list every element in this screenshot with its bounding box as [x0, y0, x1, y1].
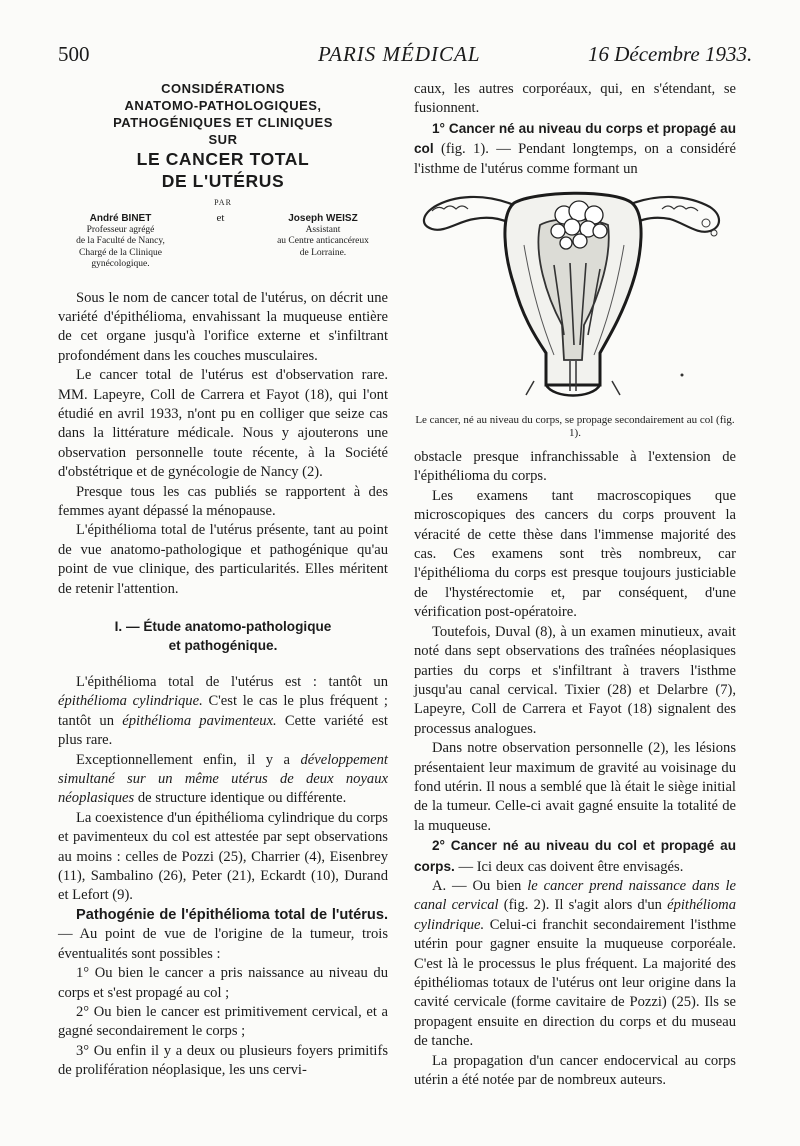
- paragraph: Sous le nom de cancer total de l'utérus, on décrit une variété d'épithélioma, envahissant la muqueuse entière de cet organe jusqu'à l'orifice externe et s'infiltrant profondément dans les couches musculaires.: [58, 289, 388, 364]
- emphasis: développement simultané sur un même utérus de deux noyaux néoplasiques: [58, 751, 388, 807]
- paragraph: Le cancer total de l'utérus est d'observation rare. MM. Lapeyre, Coll de Carrera et Fayot (18), qui l'ont étudié en avril 1933, n'ont pu en colliger que seize cas dans la littérature médicale. Nous y ajouterons une observation personnelle toute récente, à la Société d'obstétrique et de gynécologie de Nancy (2).: [58, 367, 388, 481]
- right-column: [414, 80, 736, 1090]
- text: (fig. 1). — Pendant longtemps, on a considéré l'isthme de l'utérus comme formant un: [414, 141, 736, 177]
- authors: [58, 213, 388, 271]
- paragraph: L'épithélioma total de l'utérus présente, tant au point de vue anatomo-pathologique et pathogénique qu'au point de vue clinique, des particularités. Elles méritent de retenir l'attention.: [58, 522, 388, 597]
- emphasis: épithélioma cylindrique.: [58, 693, 203, 710]
- paragraph: 2° Ou bien le cancer est primitivement cervical, et a gagné secondairement le corps ;: [58, 1003, 388, 1040]
- section-heading: [58, 617, 388, 655]
- emphasis: épithélioma pavimenteux.: [122, 712, 277, 729]
- emphasis: épithélioma cylindrique.: [414, 897, 736, 933]
- title-line: DE L'UTÉRUS: [161, 171, 285, 191]
- left-column: [58, 80, 388, 1081]
- author-affiliation: de Lorraine.: [299, 247, 347, 258]
- paragraph: obstacle presque infranchissable à l'extension de l'épithélioma du corps.: [414, 449, 736, 485]
- author-name: André BINET: [89, 213, 152, 224]
- paragraph: 1° Ou bien le cancer a pris naissance au niveau du corps et s'est propagé au col ;: [58, 965, 388, 1001]
- journal-title: PARIS MÉDICAL: [318, 42, 481, 66]
- issue-date: 16 Décembre 1933.: [588, 42, 753, 66]
- author-affiliation: Professeur agrégé: [86, 224, 155, 235]
- text: — Au point de vue de l'origine de la tumeur, trois éventualités sont possibles :: [58, 926, 388, 962]
- section-heading-line: et pathogénique.: [168, 638, 278, 653]
- emphasis: le cancer prend naissance dans le canal cervical: [414, 877, 736, 914]
- paragraph: Presque tous les cas publiés se rapportent à des femmes ayant dépassé la ménopause.: [58, 483, 388, 519]
- text: (fig. 2). Il s'agit alors d'un: [498, 897, 668, 914]
- page-number: 500: [58, 42, 90, 66]
- paragraph: [414, 119, 736, 179]
- paragraph: [414, 877, 736, 1052]
- text: C'est le cas le plus fréquent ; tantôt un: [58, 693, 388, 729]
- author-affiliation: Assistant: [305, 224, 341, 235]
- author-name: Joseph WEISZ: [288, 213, 358, 224]
- paragraph: [58, 673, 388, 751]
- title-line: SUR: [208, 132, 238, 147]
- subheading: 1° Cancer né au niveau du corps et propagé au col: [414, 120, 736, 157]
- text: — Ici deux cas doivent être envisagés.: [454, 858, 684, 875]
- paragraph: caux, les autres corporéaux, qui, en s'étendant, se fusionnent.: [414, 81, 736, 117]
- author-affiliation: gynécologique.: [91, 259, 150, 269]
- title-line: PATHOGÉNIQUES ET CLINIQUES: [113, 115, 333, 130]
- text: de structure identique ou différente.: [134, 790, 347, 807]
- text: Celui-ci franchit secondairement l'isthme utérin pour gagner ensuite la muqueuse corporéale. C'est là le processus le plus fréquent. La majorité des épithéliomas totaux de l'utérus ont leur origine dans la cavité cervicale (forme cavitaire de Pozzi) (25). Ils se propagent ensuite en direction du corps et du museau de tanche.: [414, 916, 736, 1050]
- author-2: [258, 213, 388, 259]
- author-affiliation: Chargé de la Clinique: [79, 247, 162, 258]
- paragraph: La propagation d'un cancer endocervical au corps utérin a été notée par de nombreux auteurs.: [414, 1052, 736, 1089]
- paragraph: [414, 836, 736, 877]
- text: L'épithélioma total de l'utérus est : tantôt un: [76, 674, 388, 690]
- paragraph: [58, 906, 388, 964]
- author-1: [58, 213, 183, 271]
- paragraph: 3° Ou enfin il y a deux ou plusieurs foyers primitifs de prolifération néoplasique, les uns cervi-: [58, 1042, 388, 1079]
- paragraph: La coexistence d'un épithélioma cylindrique du corps et pavimenteux du col est attestée par sept observations au moins : celles de Pozzi (25), Charrier (4), Eisenbrey (11), Sambalino (26), Peter (21), Eckardt (10), Durand et Lefort (9).: [58, 809, 388, 904]
- by-line: PAR: [214, 198, 232, 207]
- title-line: LE CANCER TOTAL: [136, 149, 310, 169]
- title-line: ANATOMO-PATHOLOGIQUES,: [124, 98, 322, 113]
- article-supertitle: [58, 80, 388, 148]
- article-title: [58, 148, 388, 192]
- subheading: Pathogénie de l'épithélioma total de l'utérus.: [76, 906, 388, 923]
- subheading: 2° Cancer né au niveau du col et propagé au corps.: [414, 838, 736, 874]
- paragraph: Les examens tant macroscopiques que microscopiques des cancers du corps prouvent la véracité de cette thèse dans l'immense majorité des cas. Ces examens sont très nombreux, car l'épithélioma du corps est presque toujours justiciable de l'hystérectomie et, par conséquent, d'une vérification post-opératoire.: [414, 487, 736, 621]
- section-heading-line: I. — Étude anatomo-pathologique: [114, 619, 332, 634]
- author-conjunction: et: [216, 212, 225, 224]
- paragraph: Toutefois, Duval (8), à un examen minutieux, avait noté dans sept observations des traînées néoplasiques parties du corps et s'infiltrant à travers l'isthme jusqu'au canal cervical. Tixier (28) et Delarbre (7), Lapeyre, Coll de Carrera et Fayot (18) signalent des processus analogues.: [414, 623, 736, 737]
- paragraph: [58, 751, 388, 809]
- figure-caption: Le cancer, né au niveau du corps, se propage secondairement au col (fig. 1).: [415, 414, 735, 440]
- author-affiliation: de la Faculté de Nancy,: [76, 236, 165, 246]
- uterus-illustration: [414, 185, 736, 405]
- author-affiliation: au Centre anticancéreux: [277, 236, 369, 246]
- text: Cette variété est plus rare.: [58, 712, 388, 749]
- paragraph: Dans notre observation personnelle (2), les lésions présentaient leur maximum de gravité au voisinage du fond utérin. Il nous a semblé que là était le siège initial de la tumeur. Celle-ci avait gagné ensuite la totalité de la muqueuse.: [414, 740, 736, 834]
- text: Exceptionnellement enfin, il y a: [76, 751, 301, 768]
- title-line: CONSIDÉRATIONS: [161, 81, 285, 96]
- text: A. — Ou bien: [432, 877, 528, 894]
